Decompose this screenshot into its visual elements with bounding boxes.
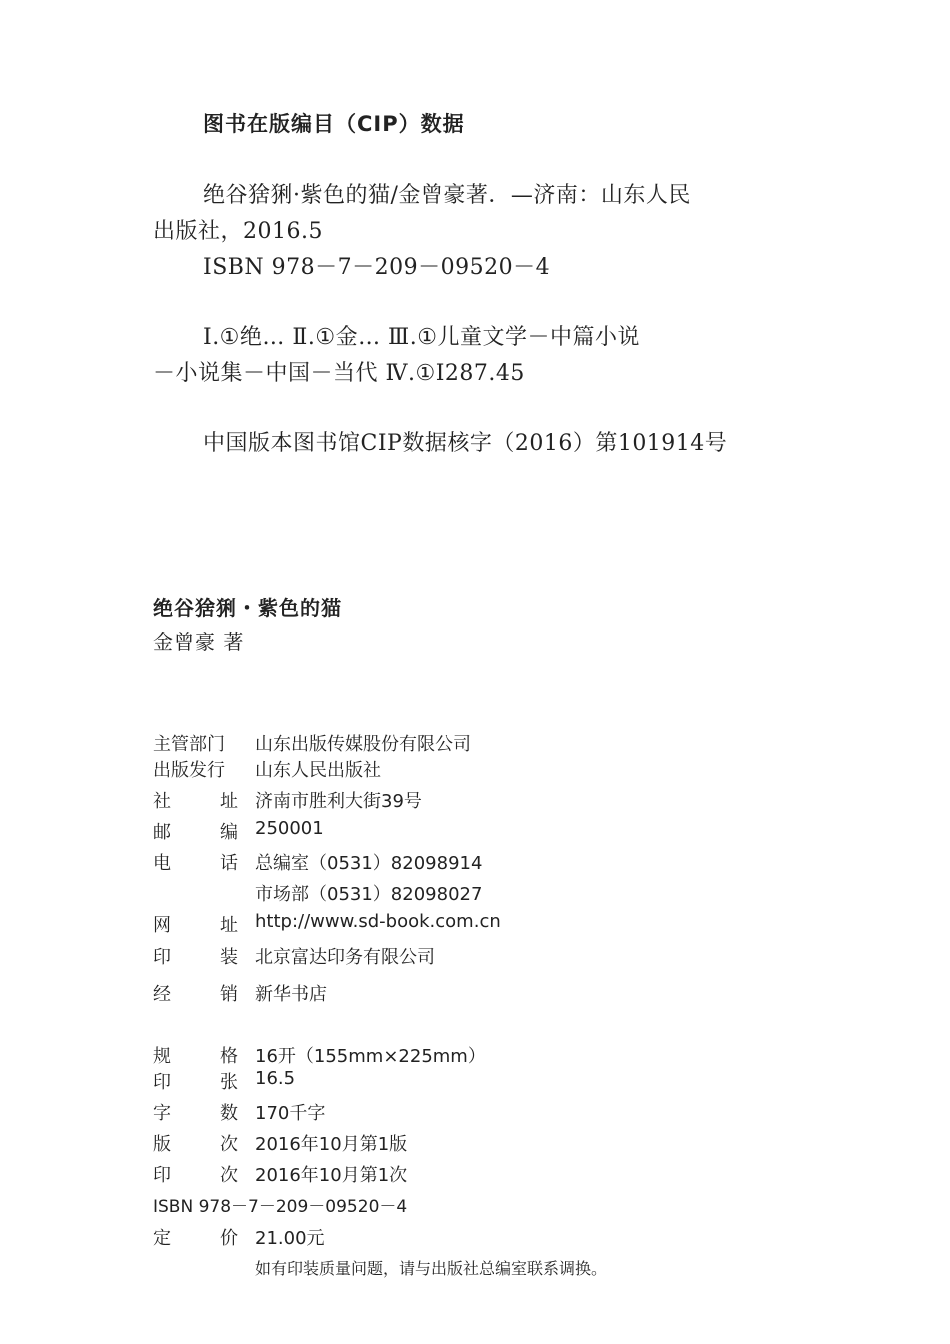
- info-label: 社 址: [153, 791, 238, 812]
- info-label: 印 装: [153, 947, 238, 968]
- info-label: 出版发行: [153, 760, 225, 781]
- info-value: 总编室（0531）82098914: [255, 853, 483, 874]
- info-label: 网 址: [153, 915, 238, 936]
- spec-value: 170千字: [255, 1103, 326, 1124]
- info-value: 新华书店: [255, 984, 327, 1005]
- cip-isbn: ISBN 978－7－209－09520－4: [203, 255, 551, 280]
- spec-value: 16开（155mm×225mm）: [255, 1046, 486, 1067]
- spec-label: 印 张: [153, 1072, 238, 1093]
- cip-subject-line-1: Ⅰ.①绝… Ⅱ.①金… Ⅲ.①儿童文学－中篇小说: [203, 325, 640, 350]
- cip-entry-line-1: 绝谷猞猁·紫色的猫/金曾豪著．—济南：山东人民: [203, 183, 691, 208]
- spec-label: 版 次: [153, 1134, 238, 1155]
- info-label: 主管部门: [153, 734, 225, 755]
- info-label: 经 销: [153, 984, 238, 1005]
- spec-value: 2016年10月第1次: [255, 1165, 408, 1186]
- spec-label: 定 价: [153, 1228, 238, 1249]
- cip-entry-line-2: 出版社，2016.5: [153, 219, 323, 244]
- info-label: 邮 编: [153, 822, 238, 843]
- info-value: 济南市胜利大街39号: [255, 791, 422, 812]
- spec-isbn: ISBN 978－7－209－09520－4: [153, 1197, 408, 1217]
- book-author: 金曾豪 著: [153, 630, 245, 654]
- book-title: 绝谷猞猁・紫色的猫: [153, 596, 342, 620]
- info-value: 山东人民出版社: [255, 760, 381, 781]
- cip-title: 图书在版编目（CIP）数据: [203, 112, 465, 136]
- info-value: http://www.sd-book.com.cn: [255, 911, 501, 932]
- spec-value: 2016年10月第1版: [255, 1134, 408, 1155]
- info-label: 电 话: [153, 853, 238, 874]
- info-value: 250001: [255, 818, 324, 839]
- cip-record-number: 中国版本图书馆CIP数据核字（2016）第101914号: [203, 431, 728, 456]
- spec-value: 21.00元: [255, 1228, 325, 1249]
- cip-subject-line-2: －小说集－中国－当代 Ⅳ.①I287.45: [153, 361, 525, 386]
- quality-note: 如有印装质量问题，请与出版社总编室联系调换。: [255, 1259, 608, 1278]
- spec-label: 字 数: [153, 1103, 238, 1124]
- spec-label: 规 格: [153, 1046, 238, 1067]
- info-value: 山东出版传媒股份有限公司: [255, 734, 471, 755]
- spec-value: 16.5: [255, 1068, 296, 1089]
- info-value: 北京富达印务有限公司: [255, 947, 435, 968]
- spec-label: 印 次: [153, 1165, 238, 1186]
- info-value: 市场部（0531）82098027: [255, 884, 483, 905]
